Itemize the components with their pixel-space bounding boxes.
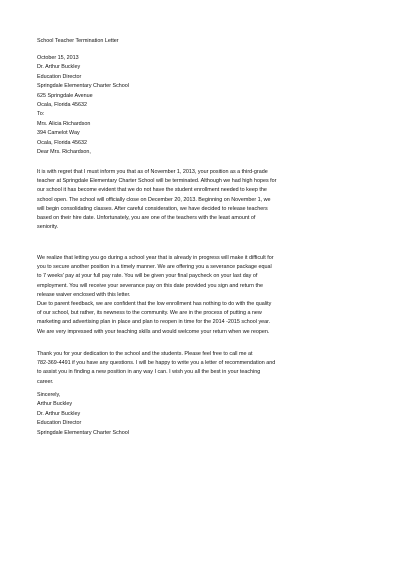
paragraph-line: you to secure another position in a timely manner. We are offering you a severance package equal [37, 264, 272, 271]
paragraph-line: marketing and advertising plan in place and plan to reopen in time for the 2014 -2015 school year. [37, 319, 271, 326]
paragraph-termination-notice [37, 168, 362, 232]
paragraph-line: It is with regret that I must inform you that as of November 1, 2013, your position as a third-grade [37, 169, 268, 175]
recipient-name: Mrs. Alicia Richardson [37, 120, 91, 127]
paragraph-line: Due to parent feedback, we are confident that the low enrollment has nothing to do with the quality [37, 301, 272, 308]
signer-name: Dr. Arthur Buckley [37, 410, 81, 417]
document-title: School Teacher Termination Letter [37, 38, 119, 44]
paragraph-line: employment. You will receive your severance pay on this date provided you sign and return the [37, 282, 263, 289]
signer-title: Education Director [37, 420, 82, 427]
paragraph-line: based on their hire date. Unfortunately, you are one of the teachers with the least amount of [37, 215, 256, 222]
paragraph-thanks [37, 350, 362, 387]
paragraph-line: teacher at Springdale Elementary Charter School will be terminated. Although we had high hopes for [37, 178, 277, 185]
paragraph-line: seniority. [37, 224, 59, 231]
signature-name: Arthur Buckley [37, 401, 73, 408]
paragraph-line: school open. The school will officially close on December 20, 2013. Beginning on November 1, we [37, 196, 271, 203]
recipient-street: 394 Camelot Way [37, 130, 80, 137]
closing-salutation: Sincerely, [37, 392, 61, 398]
sender-title: Education Director [37, 73, 82, 80]
paragraph-line: our school it has become evident that we do not have the student enrollment needed to keep the [37, 187, 267, 194]
letter-closing [37, 391, 129, 438]
paragraph-line: of our school, but rather, its newness to the community. We are in the process of putting a new [37, 310, 262, 317]
signer-organization: Springdale Elementary Charter School [37, 429, 129, 436]
sender-organization: Springdale Elementary Charter School [37, 83, 129, 90]
paragraph-line: release waiver enclosed with this letter. [37, 291, 131, 298]
paragraph-line: career. [37, 378, 54, 385]
paragraph-line: to assist you in finding a new position in any way I can. I wish you all the best in your teaching [37, 369, 261, 376]
salutation: Dear Mrs. Richardson, [37, 149, 91, 156]
paragraph-line: will begin consolidating classes. After careful consideration, we have decided to release teachers [37, 205, 268, 212]
paragraph-line: 782-369-4491 if you have any questions. I will be happy to write you a letter of recommendation and [37, 360, 276, 367]
sender-name: Dr. Arthur Buckley [37, 64, 81, 71]
letter-date: October 15, 2013 [37, 55, 79, 61]
recipient-city: Ocala, Florida 45632 [37, 139, 88, 146]
paragraph-severance [37, 254, 362, 337]
paragraph-line: We realize that letting you go during a school year that is already in progress will make it difficult for [37, 255, 274, 261]
paragraph-line: We are very impressed with your teaching skills and would welcome your return when we reopen. [37, 328, 270, 335]
sender-city: Ocala, Florida 45632 [37, 102, 88, 109]
letter-header [37, 54, 129, 157]
paragraph-line: to 7 weeks' pay at your full pay rate. You will be given your final paycheck on your last day of [37, 273, 258, 280]
paragraph-line: Thank you for your dedication to the school and the students. Please feel free to call me at [37, 351, 253, 357]
sender-street: 625 Springdale Avenue [37, 92, 93, 99]
recipient-label: To: [37, 111, 45, 118]
